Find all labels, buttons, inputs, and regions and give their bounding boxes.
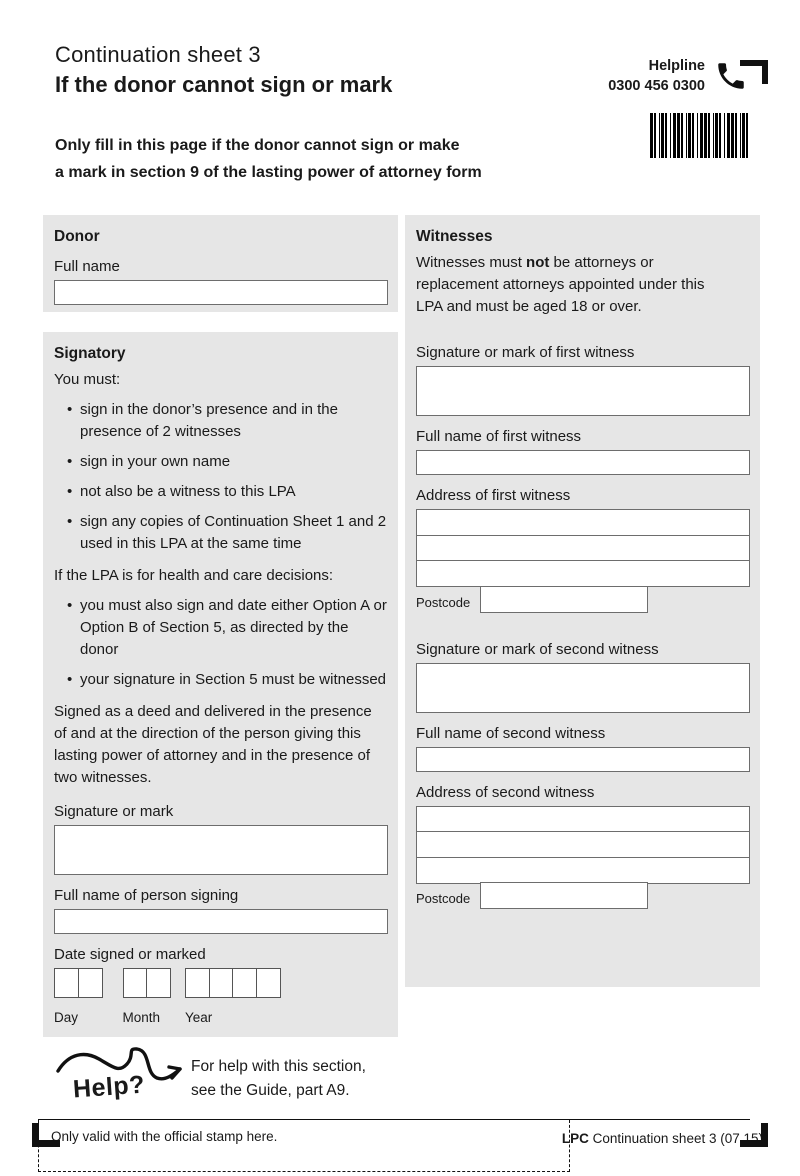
day-digit-box[interactable] [78,968,103,998]
month-digit-box[interactable] [123,968,148,998]
second-witness-postcode-input[interactable] [480,882,648,909]
witnesses-heading: Witnesses [416,228,493,245]
first-witness-signature-label: Signature or mark of first witness [416,344,635,361]
form-code [562,1131,763,1146]
header [43,42,760,98]
right-column [405,215,760,1037]
corner-mark-bottom-left-icon [32,1123,60,1147]
intro-text [43,132,583,186]
year-digit-box[interactable] [256,968,281,998]
month-label: Month [122,1010,161,1025]
first-witness-address-line-1[interactable] [416,509,750,536]
first-witness-postcode-row [416,586,750,613]
second-witness-signature-box[interactable] [416,663,750,713]
donor-full-name-input[interactable] [54,280,388,305]
day-digit-box[interactable] [54,968,79,998]
you-must-text: You must: [54,371,121,388]
list-item: • not also be a witness to this LPA [80,481,388,503]
help-guide-text [191,1055,366,1103]
second-witness-address-line-1[interactable] [416,806,750,833]
year-digit-box[interactable] [209,968,234,998]
signatory-signature-label: Signature or mark [54,803,174,820]
signatory-full-name-label: Full name of person signing [54,887,239,904]
first-witness-address-label: Address of first witness [416,487,571,504]
second-witness-address-label: Address of second witness [416,783,595,801]
signatory-signature-box[interactable] [54,825,388,875]
signatory-rules-list [54,399,388,555]
phone-handset-icon [714,59,748,93]
donor-full-name-label: Full name [54,258,120,275]
year-label: Year [185,1010,213,1025]
first-witness-full-name-input[interactable] [416,450,750,475]
help-guide-line-1: For help with this section, [191,1058,366,1075]
date-signed-label: Date signed or marked [54,946,206,963]
official-stamp-area [38,1120,570,1172]
donor-section [43,215,398,312]
witnesses-note [416,252,720,318]
first-witness-postcode-input[interactable] [480,586,648,613]
left-column [43,215,398,1037]
helpline-block [608,56,748,158]
witnesses-note-bold: not [526,254,550,271]
list-item: • sign in the donor’s presence and in the presence of 2 witnesses [80,399,388,443]
stamp-instruction-text: Only valid with the official stamp here. [51,1129,278,1144]
intro-line-1: Only fill in this page if the donor cannot sign or make [55,137,460,154]
year-digit-box[interactable] [185,968,210,998]
help-word: Help? [72,1070,146,1104]
form-page [0,42,800,1172]
form-code-prefix: LPC [561,1131,589,1146]
list-item: • your signature in Section 5 must be witnessed [80,669,388,691]
second-witness-signature-label: Signature or mark of second witness [416,640,659,658]
form-code-rest: Continuation sheet 3 (07.15) [588,1131,763,1146]
signatory-section [43,332,398,1037]
help-guide-line-2: see the Guide, part A9. [191,1082,350,1099]
second-witness-postcode-label: Postcode [416,891,471,906]
form-columns [43,215,760,1037]
second-witness-full-name-input[interactable] [416,747,750,772]
deed-statement-text: Signed as a deed and delivered in the presence of and at the direction of the person giving this lasting power of attorney and in the presence of two witnesses. [54,703,372,786]
day-label: Day [54,1010,79,1025]
list-item: • sign any copies of Continuation Sheet 1 and 2 used in this LPA at the same time [80,511,388,555]
corner-mark-bottom-right-icon [740,1123,768,1147]
second-witness-address-line-3[interactable] [416,857,750,884]
second-witness-postcode-row [416,882,750,909]
date-signed-inputs [54,968,388,1025]
health-rules-list [54,595,388,691]
first-witness-full-name-label: Full name of first witness [416,428,582,445]
witnesses-section [405,215,760,987]
barcode [650,113,748,158]
first-witness-postcode-label: Postcode [416,594,471,610]
list-item: • you must also sign and date either Option A or Option B of Section 5, as directed by the donor [80,595,388,661]
page-title: If the donor cannot sign or mark [55,72,393,97]
health-intro-text: If the LPA is for health and care decisions: [54,567,334,584]
page-subtitle: Continuation sheet 3 [55,42,261,67]
second-witness-address-line-2[interactable] [416,831,750,858]
year-digit-box[interactable] [232,968,257,998]
first-witness-address-line-2[interactable] [416,535,750,562]
donor-heading: Donor [54,228,100,245]
signatory-full-name-input[interactable] [54,909,388,934]
helpline-label: Helpline [648,58,705,74]
first-witness-signature-box[interactable] [416,366,750,416]
second-witness-full-name-label: Full name of second witness [416,724,606,742]
first-witness-address-line-3[interactable] [416,560,750,587]
month-digit-box[interactable] [146,968,171,998]
intro-line-2: a mark in section 9 of the lasting power of attorney form [55,164,482,181]
help-footer [43,1043,760,1117]
list-item: • sign in your own name [80,451,388,473]
witnesses-note-part: Witnesses must [416,254,527,271]
stamp-footer [38,1119,763,1176]
helpline-number: 0300 456 0300 [608,78,705,94]
witnesses-note-part: be attorneys or replacement attorneys appointed under this LPA and must be aged 18 or over. [416,254,705,315]
signatory-heading: Signatory [54,345,126,362]
